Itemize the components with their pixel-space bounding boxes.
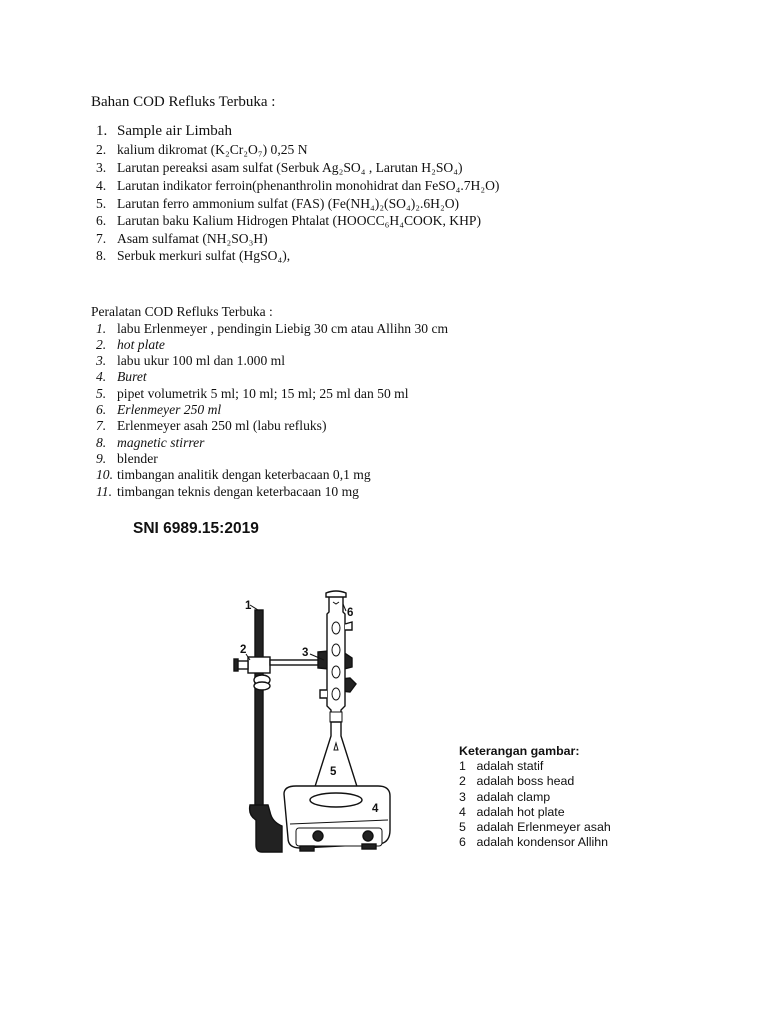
- peralatan-heading: Peralatan COD Refluks Terbuka :: [91, 304, 273, 319]
- legend-item: [459, 820, 611, 835]
- label-4: 4: [372, 803, 379, 815]
- item-text: Erlenmeyer 250 ml: [117, 402, 222, 417]
- legend-text: adalah hot plate: [476, 804, 565, 819]
- item-text: Asam sulfamat (NH₂SO₃H): [117, 231, 268, 246]
- item-text: Buret: [117, 369, 147, 384]
- item-number: 4.: [96, 369, 107, 384]
- item-text: Larutan indikator ferroin(phenanthrolin monohidrat dan FeSO₄.7H₂O): [117, 178, 500, 193]
- stand-rod: [250, 610, 282, 852]
- item-number: 3.: [96, 353, 107, 368]
- label-6: 6: [347, 607, 354, 619]
- item-number: 5.: [96, 196, 107, 211]
- item-number: 2.: [96, 142, 107, 157]
- item-number: 1.: [96, 321, 107, 336]
- legend-text: adalah boss head: [476, 774, 575, 789]
- item-text: kalium dikromat (K₂Cr₂O₇) 0,25 N: [117, 142, 308, 157]
- legend-number: 6: [459, 835, 466, 850]
- item-text: Larutan ferro ammonium sulfat (FAS) (Fe(NH₄)₂(SO₄)₂.6H₂O): [117, 196, 460, 211]
- label-3: 3: [302, 647, 309, 659]
- legend-item: [459, 774, 611, 789]
- item-text: Serbuk merkuri sulfat (HgSO₄),: [117, 248, 291, 263]
- item-number: 5.: [96, 386, 107, 401]
- legend-text: adalah statif: [476, 759, 544, 774]
- item-number: 1.: [96, 123, 108, 139]
- legend-number: 3: [459, 789, 466, 804]
- item-text: pipet volumetrik 5 ml; 10 ml; 15 ml; 25 ml dan 50 ml: [117, 386, 409, 401]
- legend-number: 5: [459, 820, 466, 835]
- item-text: timbangan teknis dengan keterbacaan 10 mg: [117, 484, 359, 499]
- item-text: Erlenmeyer asah 250 ml (labu refluks): [117, 418, 327, 433]
- item-text: magnetic stirrer: [117, 435, 205, 450]
- item-text: Larutan pereaksi asam sulfat (Serbuk Ag₂SO₄ , Larutan H₂SO₄): [117, 160, 463, 175]
- legend-text: adalah clamp: [476, 789, 551, 804]
- label-1: 1: [245, 600, 252, 612]
- item-number: 11.: [96, 484, 112, 499]
- legend-item: [459, 835, 611, 850]
- legend-text: adalah Erlenmeyer asah: [476, 820, 611, 835]
- item-number: 10.: [96, 467, 113, 482]
- item-text: Sample air Limbah: [117, 123, 232, 139]
- item-text: timbangan analitik dengan keterbacaan 0,1 mg: [117, 467, 371, 482]
- item-number: 2.: [96, 337, 107, 352]
- boss-head: [234, 657, 270, 690]
- legend-number: 1: [459, 759, 466, 774]
- bahan-heading: Bahan COD Refluks Terbuka :: [91, 94, 276, 110]
- item-number: 9.: [96, 451, 107, 466]
- figure-title: SNI 6989.15:2019: [133, 520, 259, 537]
- legend-number: 2: [459, 774, 466, 789]
- item-number: 6.: [96, 213, 107, 228]
- hot-plate: [284, 786, 390, 851]
- item-text: hot plate: [117, 337, 165, 352]
- figure-legend: [459, 744, 611, 850]
- legend-item: [459, 790, 611, 805]
- item-text: blender: [117, 451, 158, 466]
- legend-item: [459, 759, 611, 774]
- label-5: 5: [330, 766, 337, 778]
- item-text: Larutan baku Kalium Hidrogen Phtalat (HOOCC₆H₄COOK, KHP): [117, 213, 481, 228]
- item-text: labu Erlenmeyer , pendingin Liebig 30 cm atau Allihn 30 cm: [117, 321, 449, 336]
- item-number: 7.: [96, 231, 107, 246]
- item-number: 7.: [96, 418, 107, 433]
- item-number: 3.: [96, 160, 107, 175]
- legend-item: [459, 805, 611, 820]
- item-number: 4.: [96, 178, 107, 193]
- legend-text: adalah kondensor Allihn: [476, 835, 609, 850]
- item-number: 6.: [96, 402, 107, 417]
- legend-title: Keterangan gambar:: [459, 744, 580, 758]
- label-2: 2: [240, 644, 247, 656]
- item-number: 8.: [96, 435, 107, 450]
- item-number: 8.: [96, 248, 107, 263]
- legend-number: 4: [459, 804, 466, 819]
- item-text: labu ukur 100 ml dan 1.000 ml: [117, 353, 286, 368]
